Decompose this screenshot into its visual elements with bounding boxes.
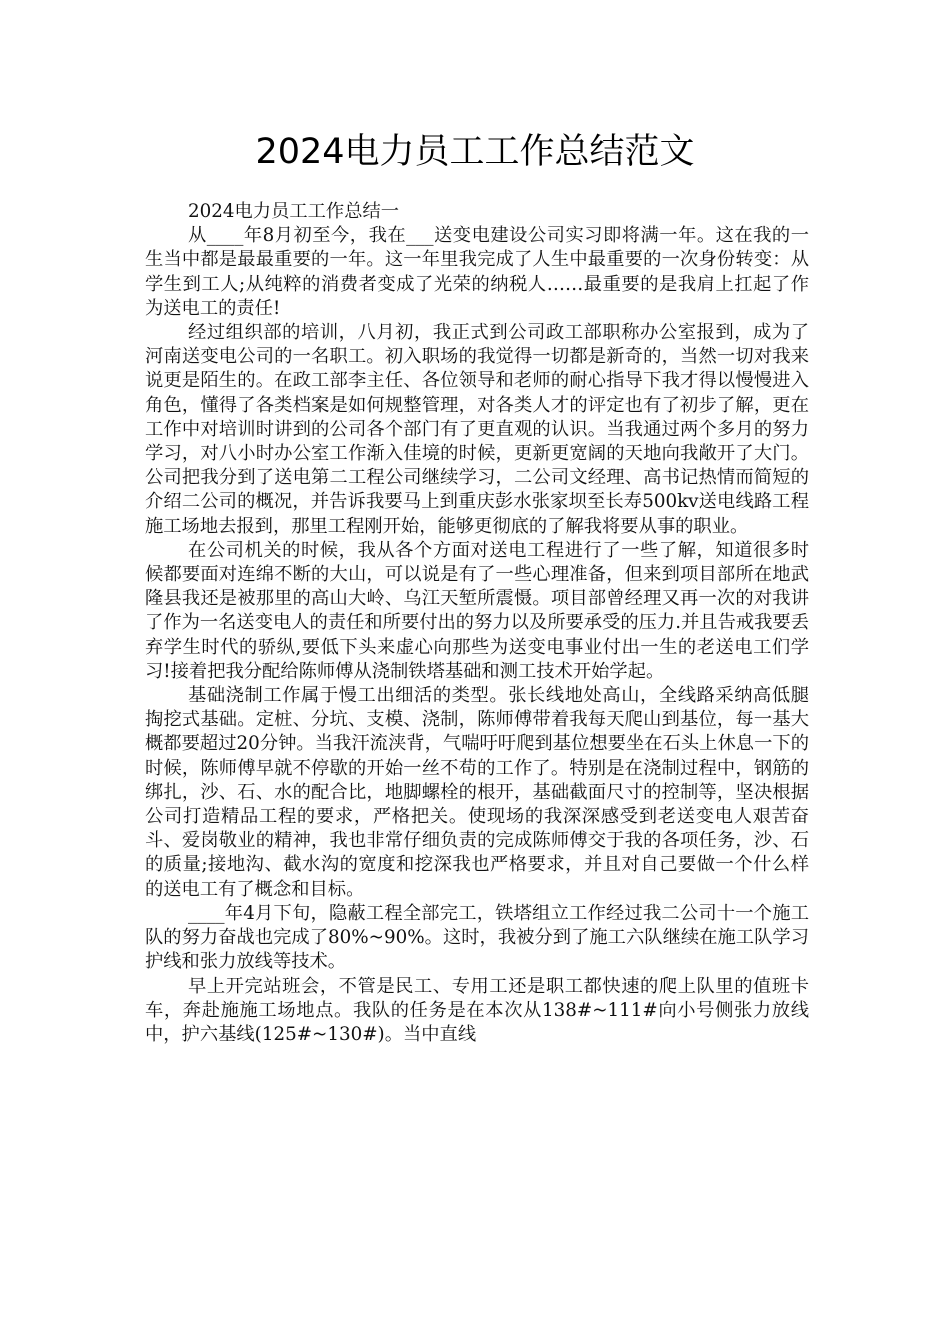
paragraph-2: 经过组织部的培训，八月初，我正式到公司政工部职称办公室报到，成为了河南送变电公司的一名职工。初入职场的我觉得一切都是新奇的，当然一切对我来说更是陌生的。在政工部李主任、各位领导和老师的耐心指导下我才得以慢慢进入角色，懂得了各类档案是如何规整管理，对各类人才的评定也有了初步了解，更在工作中对培训时讲到的公司各个部门有了更直观的认识。当我通过两个多月的努力学习，对八小时办公室工作渐入佳境的时候，更新更宽阔的天地向我敞开了大门。公司把我分到了送电第二工程公司继续学习，二公司文经理、高书记热情而简短的介绍二公司的概况，并告诉我要马上到重庆彭水张家坝至长寿500kv送电线路工程施工场地去报到，那里工程刚开始，能够更彻底的了解我将要从事的职业。: [145, 322, 809, 537]
paragraph-4: 基础浇制工作属于慢工出细活的类型。张长线地处高山，全线路采纳高低腿掏挖式基础。定桩、分坑、支模、浇制，陈师傅带着我每天爬山到基位，每一基大概都要超过20分钟。当我汗流浃背，气喘吁吁爬到基位想要坐在石头上休息一下的时候，陈师傅早就不停歇的开始一丝不苟的工作了。特别是在浇制过程中，钢筋的绑扎，沙、石、水的配合比，地脚螺栓的根开，基础截面尺寸的控制等，坚决根据公司打造精品工程的要求，严格把关。使现场的我深深感受到老送变电人艰苦奋斗、爱岗敬业的精神，我也非常仔细负责的完成陈师傅交于我的各项任务，沙、石的质量;接地沟、截水沟的宽度和挖深我也严格要求，并且对自己要做一个什么样的送电工有了概念和目标。: [145, 685, 809, 900]
paragraph-5: ____年4月下旬，隐蔽工程全部完工，铁塔组立工作经过我二公司十一个施工队的努力奋战也完成了80%~90%。这时，我被分到了施工六队继续在施工队学习护线和张力放线等技术。: [145, 902, 809, 973]
document-body: [145, 200, 809, 1047]
document-title: 2024电力员工工作总结范文: [255, 132, 695, 172]
paragraph-1: 从____年8月初至今，我在___送变电建设公司实习即将满一年。这在我的一生当中都是最最重要的一年。这一年里我完成了人生中最重要的一次身份转变：从学生到工人;从纯粹的消费者变成了光荣的纳税人……最重要的是我肩上扛起了作为送电工的责任!: [145, 225, 809, 319]
paragraph-3: 在公司机关的时候，我从各个方面对送电工程进行了一些了解，知道很多时候都要面对连绵不断的大山，可以说是有了一些心理准备，但来到项目部所在地武隆县我还是被那里的高山大岭、乌江天堑所震慑。项目部曾经理又再一次的对我讲了作为一名送变电人的责任和所要付出的努力以及所要承受的压力.并且告戒我要丢弃学生时代的骄纵,要低下头来虚心向那些为送变电事业付出一生的老送电工们学习!接着把我分配给陈师傅从浇制铁塔基础和测工技术开始学起。: [145, 539, 809, 682]
section-subheading: 2024电力员工工作总结一: [188, 201, 400, 222]
paragraph-6: 早上开完站班会，不管是民工、专用工还是职工都快速的爬上队里的值班卡车，奔赴施施工场地点。我队的任务是在本次从138#~111#向小号侧张力放线中，护六基线(125#~130#)。当中直线: [145, 975, 809, 1045]
